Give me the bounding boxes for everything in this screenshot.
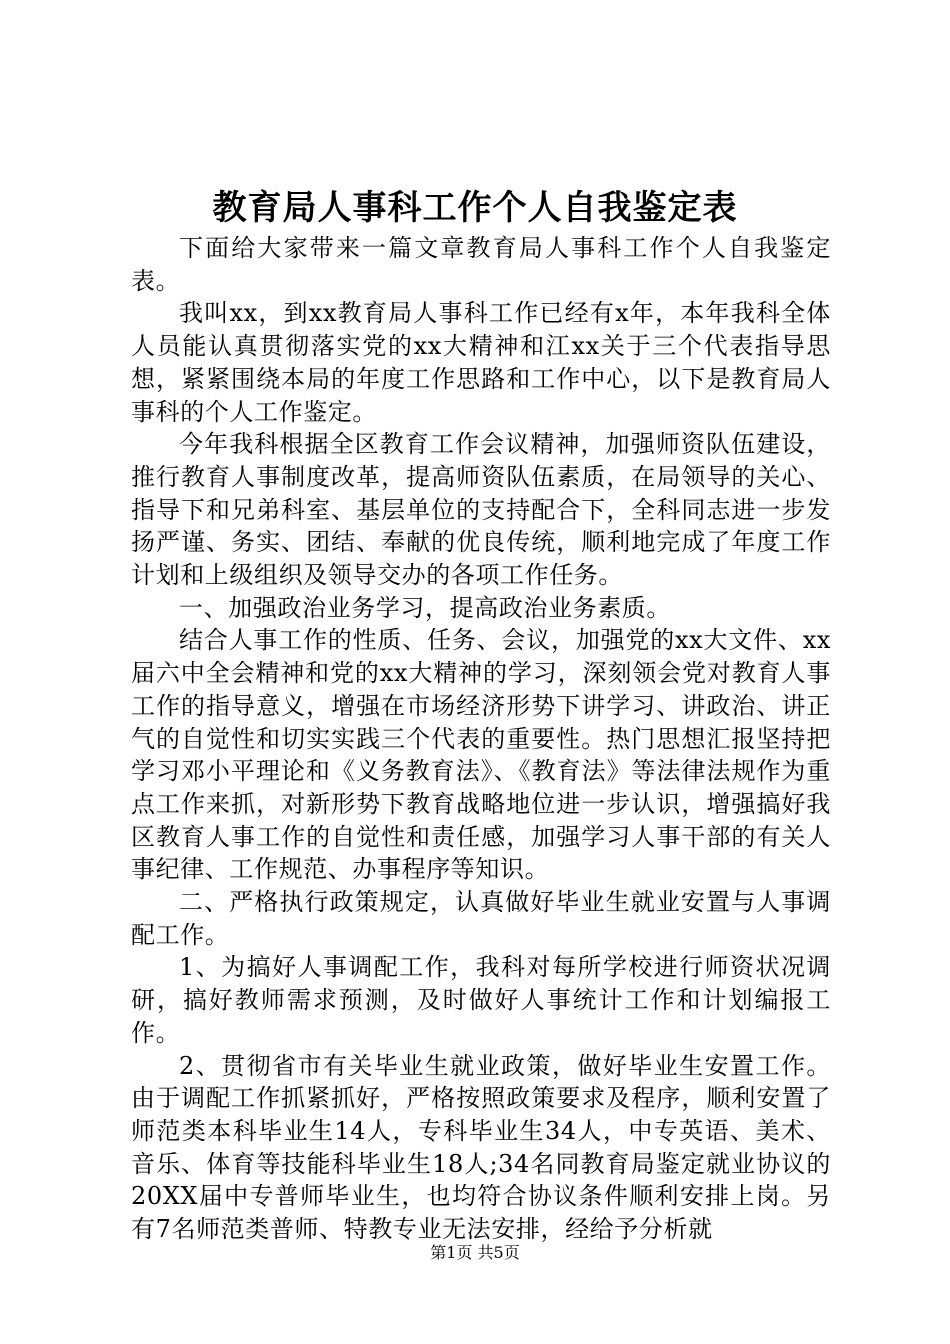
section-heading-2: 二、严格执行政策规定，认真做好毕业生就业安置与人事调配工作。	[131, 888, 831, 949]
paragraph-item-1: 1、为搞好人事调配工作，我科对每所学校进行师资状况调研，搞好教师需求预测，及时做好人事统计工作和计划编报工作。	[131, 953, 831, 1047]
document-body	[131, 232, 831, 1246]
section-heading-1: 一、加强政治业务学习，提高政治业务素质。	[179, 593, 671, 622]
paragraph-annual-summary: 今年我科根据全区教育工作会议精神，加强师资队伍建设，推行教育人事制度改革，提高师资队伍素质，在局领导的关心、指导下和兄弟科室、基层单位的支持配合下，全科同志进一步发扬严谨、务实、团结、奉献的优良传统，顺利地完成了年度工作计划和上级组织及领导交办的各项工作任务。	[131, 430, 831, 590]
page-footer: 第1页 共5页	[430, 1243, 520, 1262]
paragraph-intro: 下面给大家带来一篇文章教育局人事科工作个人自我鉴定表。	[131, 234, 831, 295]
paragraph-self-introduction: 我叫xx，到xx教育局人事科工作已经有x年，本年我科全体人员能认真贯彻落实党的xx大精神和江xx关于三个代表指导思想，紧紧围绕本局的年度工作思路和工作中心，以下是教育局人事科的个人工作鉴定。	[131, 299, 831, 426]
paragraph-item-2: 2、贯彻省市有关毕业生就业政策，做好毕业生安置工作。由于调配工作抓紧抓好，严格按照政策要求及程序，顺利安置了师范类本科毕业生14人，专科毕业生34人，中专英语、美术、音乐、体育等技能科毕业生18人;34名同教育局鉴定就业协议的20XX届中专普师毕业生，也均符合协议条件顺利安排上岗。另有7名师范类普师、特教专业无法安排，经给予分析就	[131, 1051, 831, 1244]
document-title: 教育局人事科工作个人自我鉴定表	[212, 188, 738, 228]
paragraph-political-study: 结合人事工作的性质、任务、会议，加强党的xx大文件、xx届六中全会精神和党的xx大精神的学习，深刻领会党对教育人事工作的指导意义，增强在市场经济形势下讲学习、讲政治、讲正气的自觉性和切实实践三个代表的重要性。热门思想汇报坚持把学习邓小平理论和《义务教育法》、《教育法》等法律法规作为重点工作来抓，对新形势下教育战略地位进一步认识，增强搞好我区教育人事工作的自觉性和责任感，加强学习人事干部的有关人事纪律、工作规范、办事程序等知识。	[131, 626, 831, 884]
